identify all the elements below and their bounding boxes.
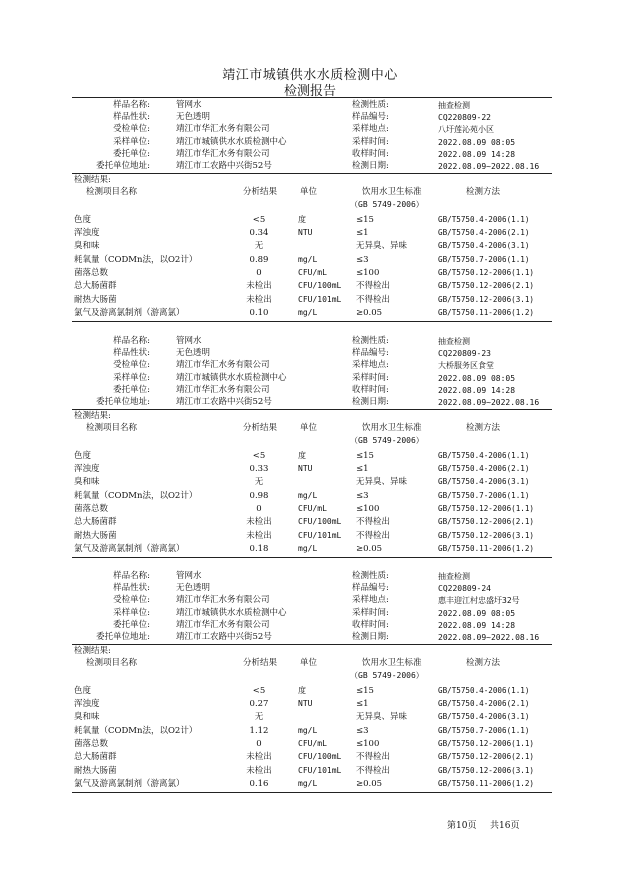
- col-header-result: 分析结果: [243, 187, 278, 198]
- row-method: GB/T5750.4-2006(2.1): [438, 699, 530, 709]
- row-method: GB/T5750.11-2006(1.2): [438, 307, 535, 317]
- row-unit: 度: [298, 214, 306, 224]
- header-divider: [72, 97, 552, 98]
- col-header-unit: 单位: [300, 658, 318, 669]
- info-label-sampler: 采样单位:: [113, 372, 150, 383]
- row-result: 0.27: [249, 699, 269, 710]
- info-label-commissioner-addr: 委托单位地址:: [96, 161, 150, 171]
- info-value-name: 管网水: [176, 571, 202, 581]
- info-value-state: 无色透明: [176, 112, 211, 123]
- info-label-sample-place: 采样地点:: [352, 124, 389, 135]
- row-method: GB/T5750.11-2006(1.2): [438, 543, 535, 553]
- info-label-sample-state: 样品性状:: [113, 112, 150, 123]
- row-standard: ≤1: [356, 464, 369, 475]
- col-header-std: 饮用水卫生标准: [362, 423, 422, 434]
- row-standard: ≤1: [356, 699, 369, 710]
- row-standard: 不得检出: [356, 294, 391, 305]
- info-label-sample-place: 采样地点:: [352, 595, 389, 606]
- row-item: 臭和味: [74, 712, 100, 723]
- row-unit: CFU/100mL: [298, 752, 342, 762]
- row-standard: ≤3: [356, 254, 369, 265]
- info-value-name: 管网水: [176, 336, 202, 346]
- row-result: 未检出: [246, 294, 272, 305]
- row-unit: NTU: [298, 464, 313, 474]
- row-unit: CFU/101mL: [298, 530, 342, 540]
- info-value-no: CQ220809-24: [438, 584, 491, 594]
- row-item: 菌落总数: [74, 504, 109, 514]
- row-method: GB/T5750.12-2006(1.1): [438, 504, 535, 513]
- row-method: GB/T5750.12-2006(3.1): [438, 294, 535, 304]
- col-header-std-code: （GB 5749-2006）: [350, 670, 424, 680]
- row-unit: mg/L: [298, 778, 318, 788]
- info-label-commissioner: 委托单位:: [113, 384, 150, 395]
- row-standard: 不得检出: [356, 530, 391, 541]
- row-standard: 无异臭、异味: [356, 241, 408, 252]
- row-result: <5: [252, 450, 266, 461]
- info-label-sample-no: 样品编号:: [352, 583, 389, 594]
- col-header-result: 分析结果: [243, 658, 278, 669]
- section-end-divider: [72, 792, 552, 793]
- row-method: GB/T5750.4-2006(1.1): [438, 214, 530, 224]
- info-label-sample-name: 样品名称:: [113, 336, 150, 346]
- row-result: 1.12: [249, 725, 269, 736]
- info-label-receive-time: 收样时间:: [352, 619, 389, 630]
- info-value-sampler: 靖江市城镇供水水质检测中心: [176, 136, 287, 147]
- info-label-receive-time: 收样时间:: [352, 148, 389, 159]
- results-label: 检测结果:: [74, 646, 111, 657]
- results-label: 检测结果:: [74, 411, 111, 422]
- row-result: 未检出: [246, 281, 272, 292]
- row-result: 0.33: [249, 464, 269, 475]
- row-standard: ≤15: [356, 214, 374, 225]
- row-result: 0.34: [249, 228, 269, 239]
- row-standard: ≤3: [356, 490, 369, 501]
- section-end-divider: [72, 321, 552, 322]
- row-item: 氯气及游离氯制剂（游离氯）: [74, 778, 185, 789]
- row-result: 0: [256, 268, 262, 278]
- row-unit: CFU/100mL: [298, 517, 342, 527]
- info-value-client: 靖江市华汇水务有限公司: [176, 360, 270, 371]
- row-item: 菌落总数: [74, 739, 109, 749]
- info-label-test-date: 检测日期:: [352, 632, 389, 642]
- row-method: GB/T5750.12-2006(1.1): [438, 268, 535, 277]
- row-method: GB/T5750.4-2006(3.1): [438, 477, 530, 487]
- row-result: 未检出: [246, 530, 272, 541]
- info-value-state: 无色透明: [176, 348, 211, 359]
- page-number: 第10页: [447, 821, 477, 831]
- row-method: GB/T5750.7-2006(1.1): [438, 254, 530, 264]
- info-label-test-nature: 检测性质:: [352, 336, 389, 346]
- row-method: GB/T5750.12-2006(2.1): [438, 752, 535, 762]
- row-result: 未检出: [246, 765, 272, 776]
- row-unit: mg/L: [298, 490, 318, 500]
- row-unit: 度: [298, 685, 306, 695]
- info-value-place: 惠丰迎江村忠盛圩32号: [438, 596, 520, 606]
- info-label-test-date: 检测日期:: [352, 397, 389, 407]
- row-item: 耐热大肠菌: [74, 530, 117, 541]
- row-method: GB/T5750.12-2006(3.1): [438, 530, 535, 540]
- row-item: 耐热大肠菌: [74, 294, 117, 305]
- info-label-test-nature: 检测性质:: [352, 571, 389, 581]
- info-label-sample-time: 采样时间:: [352, 136, 389, 147]
- info-value-receive: 2022.08.09 14:28: [438, 385, 516, 395]
- row-standard: 无异臭、异味: [356, 712, 408, 723]
- row-standard: ≤3: [356, 725, 369, 736]
- report-subtitle: 检测报告: [283, 84, 336, 99]
- info-value-commissioner: 靖江市华汇水务有限公司: [176, 619, 270, 630]
- col-header-std-code: （GB 5749-2006）: [350, 199, 424, 209]
- info-label-client: 受检单位:: [113, 595, 150, 606]
- row-item: 色度: [74, 685, 92, 696]
- info-label-sample-state: 样品性状:: [113, 583, 150, 594]
- row-result: 0.89: [249, 254, 269, 265]
- col-header-method: 检测方法: [466, 658, 501, 669]
- row-unit: CFU/101mL: [298, 294, 342, 304]
- row-item: 色度: [74, 450, 92, 461]
- row-result: 无: [254, 241, 264, 252]
- row-item: 总大肠菌群: [74, 517, 117, 528]
- row-standard: ≤1: [356, 228, 369, 239]
- row-method: GB/T5750.4-2006(3.1): [438, 712, 530, 722]
- info-value-date: 2022.08.09~2022.08.16: [438, 633, 540, 642]
- info-label-client: 受检单位:: [113, 124, 150, 135]
- report-org-title: 靖江市城镇供水水质检测中心: [222, 68, 398, 83]
- row-method: GB/T5750.12-2006(2.1): [438, 517, 535, 527]
- info-label-test-nature: 检测性质:: [352, 100, 389, 110]
- info-value-addr: 靖江市工农路中兴街52号: [176, 161, 272, 171]
- col-header-unit: 单位: [300, 187, 318, 198]
- col-header-item: 检测项目名称: [86, 423, 138, 434]
- row-result: 未检出: [246, 517, 272, 528]
- info-value-time: 2022.08.09 08:05: [438, 608, 516, 618]
- row-item: 耐热大肠菌: [74, 765, 117, 776]
- info-value-date: 2022.08.09~2022.08.16: [438, 162, 540, 171]
- row-standard: ≥0.05: [356, 307, 383, 318]
- row-standard: ≤100: [356, 268, 380, 278]
- row-item: 耗氧量（CODMn法，以O2计）: [74, 490, 198, 501]
- info-value-sampler: 靖江市城镇供水水质检测中心: [176, 372, 287, 383]
- info-value-client: 靖江市华汇水务有限公司: [176, 124, 270, 135]
- row-method: GB/T5750.12-2006(3.1): [438, 765, 535, 775]
- row-item: 总大肠菌群: [74, 752, 117, 763]
- row-standard: ≥0.05: [356, 543, 383, 554]
- row-result: 0.98: [249, 490, 269, 501]
- row-unit: CFU/mL: [298, 504, 327, 513]
- results-label: 检测结果:: [74, 175, 111, 186]
- row-standard: ≤15: [356, 450, 374, 461]
- col-header-item: 检测项目名称: [86, 658, 138, 669]
- info-value-date: 2022.08.09~2022.08.16: [438, 398, 540, 407]
- row-standard: 无异臭、异味: [356, 477, 408, 488]
- row-unit: mg/L: [298, 254, 318, 264]
- row-item: 臭和味: [74, 477, 100, 488]
- col-header-unit: 单位: [300, 423, 318, 434]
- row-result: 未检出: [246, 752, 272, 763]
- info-value-time: 2022.08.09 08:05: [438, 137, 516, 147]
- col-header-method: 检测方法: [466, 423, 501, 434]
- info-value-no: CQ220809-22: [438, 113, 491, 123]
- row-item: 色度: [74, 214, 92, 225]
- row-standard: ≤100: [356, 504, 380, 514]
- info-label-sample-no: 样品编号:: [352, 348, 389, 359]
- col-header-std-code: （GB 5749-2006）: [350, 435, 424, 445]
- row-standard: 不得检出: [356, 765, 391, 776]
- col-header-method: 检测方法: [466, 187, 501, 198]
- info-divider: [72, 173, 552, 174]
- row-result: <5: [252, 214, 266, 225]
- col-header-std: 饮用水卫生标准: [362, 658, 422, 669]
- row-method: GB/T5750.11-2006(1.2): [438, 778, 535, 788]
- row-unit: mg/L: [298, 307, 318, 317]
- info-label-client: 受检单位:: [113, 360, 150, 371]
- row-item: 氯气及游离氯制剂（游离氯）: [74, 543, 185, 554]
- row-method: GB/T5750.12-2006(1.1): [438, 739, 535, 748]
- row-item: 耗氧量（CODMn法，以O2计）: [74, 254, 198, 265]
- row-item: 总大肠菌群: [74, 281, 117, 292]
- info-label-sample-state: 样品性状:: [113, 348, 150, 359]
- row-unit: CFU/101mL: [298, 765, 342, 775]
- row-result: <5: [252, 685, 266, 696]
- info-value-name: 管网水: [176, 100, 202, 110]
- row-method: GB/T5750.4-2006(1.1): [438, 685, 530, 695]
- row-standard: ≥0.05: [356, 778, 383, 789]
- col-header-item: 检测项目名称: [86, 187, 138, 198]
- col-header-result: 分析结果: [243, 423, 278, 434]
- info-label-receive-time: 收样时间:: [352, 384, 389, 395]
- info-label-commissioner: 委托单位:: [113, 619, 150, 630]
- info-label-sample-no: 样品编号:: [352, 112, 389, 123]
- row-method: GB/T5750.7-2006(1.1): [438, 490, 530, 500]
- row-method: GB/T5750.4-2006(1.1): [438, 450, 530, 460]
- info-value-no: CQ220809-23: [438, 349, 491, 359]
- row-method: GB/T5750.12-2006(2.1): [438, 281, 535, 291]
- info-label-sample-name: 样品名称:: [113, 571, 150, 581]
- info-label-sample-time: 采样时间:: [352, 607, 389, 618]
- info-value-commissioner: 靖江市华汇水务有限公司: [176, 384, 270, 395]
- row-result: 0: [256, 739, 262, 749]
- info-label-test-date: 检测日期:: [352, 161, 389, 171]
- row-item: 浑浊度: [74, 228, 100, 239]
- info-label-sample-time: 采样时间:: [352, 372, 389, 383]
- row-standard: ≤15: [356, 685, 374, 696]
- info-value-place: 八圩莲沁苑小区: [438, 125, 494, 135]
- col-header-std: 饮用水卫生标准: [362, 187, 422, 198]
- info-value-nature: 抽查检测: [438, 101, 470, 110]
- row-result: 0.10: [249, 307, 269, 318]
- info-value-place: 大桥服务区食堂: [438, 361, 494, 371]
- row-unit: NTU: [298, 228, 313, 238]
- row-method: GB/T5750.4-2006(2.1): [438, 228, 530, 238]
- row-standard: 不得检出: [356, 281, 391, 292]
- info-value-addr: 靖江市工农路中兴街52号: [176, 397, 272, 407]
- section-end-divider: [72, 557, 552, 558]
- info-value-sampler: 靖江市城镇供水水质检测中心: [176, 607, 287, 618]
- info-label-sample-name: 样品名称:: [113, 100, 150, 110]
- row-result: 0: [256, 504, 262, 514]
- row-method: GB/T5750.7-2006(1.1): [438, 725, 530, 735]
- info-value-receive: 2022.08.09 14:28: [438, 149, 516, 159]
- page-total: 共16页: [490, 821, 520, 831]
- info-value-receive: 2022.08.09 14:28: [438, 620, 516, 630]
- info-label-commissioner-addr: 委托单位地址:: [96, 632, 150, 642]
- row-item: 浑浊度: [74, 464, 100, 475]
- info-value-commissioner: 靖江市华汇水务有限公司: [176, 148, 270, 159]
- info-value-addr: 靖江市工农路中兴街52号: [176, 632, 272, 642]
- row-unit: CFU/100mL: [298, 281, 342, 291]
- info-value-time: 2022.08.09 08:05: [438, 373, 516, 383]
- row-item: 耗氧量（CODMn法，以O2计）: [74, 725, 198, 736]
- row-standard: ≤100: [356, 739, 380, 749]
- row-item: 菌落总数: [74, 268, 109, 278]
- row-item: 臭和味: [74, 241, 100, 252]
- row-standard: 不得检出: [356, 752, 391, 763]
- info-divider: [72, 644, 552, 645]
- info-divider: [72, 409, 552, 410]
- info-label-sampler: 采样单位:: [113, 136, 150, 147]
- info-label-commissioner: 委托单位:: [113, 148, 150, 159]
- row-unit: 度: [298, 450, 306, 460]
- info-label-sampler: 采样单位:: [113, 607, 150, 618]
- info-value-client: 靖江市华汇水务有限公司: [176, 595, 270, 606]
- row-item: 浑浊度: [74, 699, 100, 710]
- row-unit: CFU/mL: [298, 739, 327, 748]
- row-standard: 不得检出: [356, 517, 391, 528]
- row-method: GB/T5750.4-2006(2.1): [438, 464, 530, 474]
- row-method: GB/T5750.4-2006(3.1): [438, 241, 530, 251]
- row-unit: CFU/mL: [298, 268, 327, 277]
- row-result: 0.18: [249, 543, 269, 554]
- row-item: 氯气及游离氯制剂（游离氯）: [74, 307, 185, 318]
- row-result: 无: [254, 712, 264, 723]
- info-label-sample-place: 采样地点:: [352, 360, 389, 371]
- row-result: 无: [254, 477, 264, 488]
- row-unit: NTU: [298, 699, 313, 709]
- info-value-nature: 抽查检测: [438, 337, 470, 346]
- info-label-commissioner-addr: 委托单位地址:: [96, 397, 150, 407]
- row-unit: mg/L: [298, 543, 318, 553]
- info-value-state: 无色透明: [176, 583, 211, 594]
- row-result: 0.16: [249, 778, 269, 789]
- row-unit: mg/L: [298, 725, 318, 735]
- info-value-nature: 抽查检测: [438, 572, 470, 581]
